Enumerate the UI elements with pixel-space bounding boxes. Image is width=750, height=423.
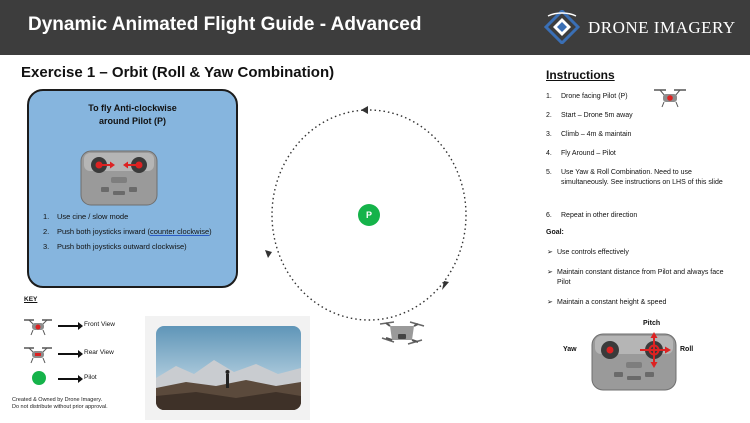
- key-label: Pilot: [84, 374, 97, 381]
- controller-arrows-icon: [79, 149, 159, 207]
- brand: [544, 10, 744, 44]
- pilot-dot-icon: [32, 371, 46, 385]
- pitch-label: Pitch: [643, 320, 661, 327]
- yaw-label: Yaw: [563, 346, 577, 353]
- key-label: Rear View: [84, 349, 114, 356]
- orbit-arrow-left: [265, 250, 272, 258]
- key-front-view: [22, 316, 132, 336]
- panel-steps: [43, 212, 233, 257]
- arrow-bullet-icon: ➢: [547, 249, 553, 256]
- key-title: KEY: [24, 296, 38, 303]
- brand-name: DRONE IMAGERY: [588, 18, 736, 37]
- step-item: 2. Push both joysticks inward (counter clockwise): [43, 227, 212, 236]
- roll-label: Roll: [680, 346, 694, 353]
- step-item: 1. Use cine / slow mode: [43, 212, 129, 221]
- step-item: 3. Push both joysticks outward clockwise): [43, 242, 187, 251]
- page-title: Dynamic Animated Flight Guide - Advanced: [28, 14, 422, 35]
- key-arrow-icon: [58, 353, 80, 355]
- counter-clockwise-text: counter clockwise: [149, 227, 210, 236]
- pilot-marker: P: [358, 204, 380, 226]
- pilot-photo: [145, 316, 310, 420]
- credit-text: Created & Owned by Drone Imagery. Do not distribute without prior approval.: [12, 397, 108, 410]
- photo-image: [156, 326, 301, 410]
- anticlockwise-panel: [27, 89, 238, 288]
- arrow-bullet-icon: ➢: [547, 269, 553, 276]
- arrow-bullet-icon: ➢: [547, 299, 553, 306]
- key-arrow-icon: [58, 325, 80, 327]
- drone-photo-icon: [378, 318, 426, 348]
- brand-logo-icon: [544, 10, 580, 44]
- header-bar: [0, 0, 750, 55]
- drone-front-icon: [22, 316, 54, 336]
- panel-title: To fly Anti-clockwise around Pilot (P): [88, 103, 177, 126]
- drone-rear-icon: [22, 344, 54, 364]
- key-pilot: [22, 369, 132, 389]
- key-label: Front View: [84, 321, 115, 328]
- orbit-arrow-top: [361, 106, 368, 114]
- controller-pitch-roll-icon: [590, 330, 678, 392]
- exercise-title: Exercise 1 – Orbit (Roll & Yaw Combination): [21, 64, 335, 81]
- landscape-image-icon: [156, 326, 301, 410]
- instructions-title: Instructions: [546, 68, 615, 82]
- key-rear-view: [22, 344, 132, 364]
- goal-title: Goal:: [546, 229, 564, 236]
- key-arrow-icon: [58, 378, 80, 380]
